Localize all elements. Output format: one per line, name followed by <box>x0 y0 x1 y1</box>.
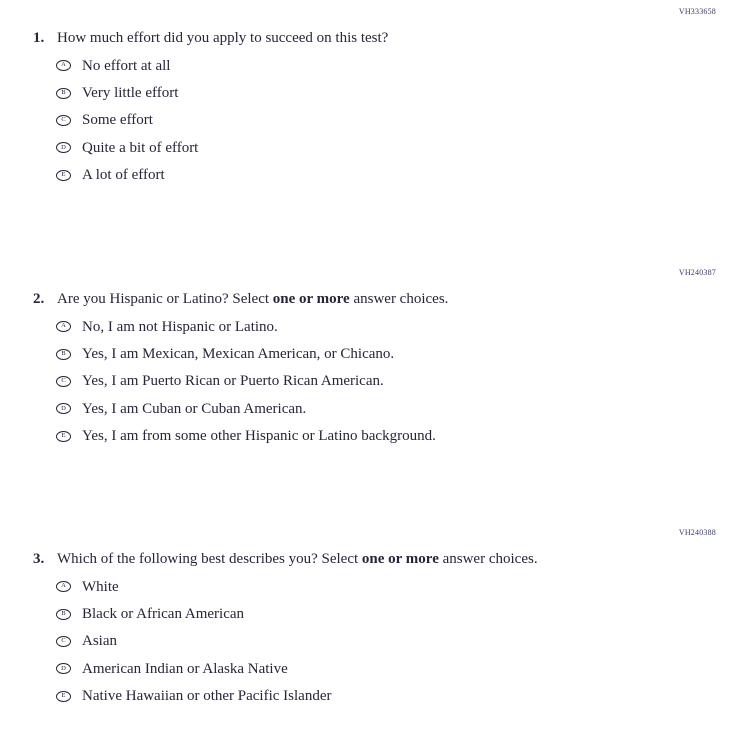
bubble-letter: C <box>61 377 66 385</box>
option-row <box>0 340 739 367</box>
option-label: Yes, I am Mexican, Mexican American, or Chicano. <box>82 346 395 363</box>
question-prompt <box>0 28 739 48</box>
option-label: Yes, I am Puerto Rican or Puerto Rican American. <box>82 373 384 390</box>
bubble-letter: A <box>61 61 66 69</box>
answer-bubble-a[interactable] <box>56 321 71 332</box>
question-text-prefix: How much effort did you apply to succeed on this test? <box>57 30 389 46</box>
question-block-2 <box>0 267 739 450</box>
question-text-bold: one or more <box>272 291 350 307</box>
options-list <box>0 313 739 450</box>
question-text <box>57 549 538 569</box>
question-number: 2. <box>33 291 45 307</box>
option-label: Black or African American <box>82 606 245 623</box>
bubble-letter: A <box>61 582 66 590</box>
option-label: No, I am not Hispanic or Latino. <box>82 318 278 335</box>
question-number: 3. <box>33 551 45 567</box>
answer-bubble-d[interactable] <box>56 663 71 674</box>
question-text-suffix: answer choices. <box>438 551 538 567</box>
bubble-letter: E <box>61 432 66 439</box>
option-row <box>0 600 739 627</box>
option-label: Some effort <box>82 112 153 129</box>
option-row <box>0 313 739 340</box>
option-row <box>0 162 739 189</box>
bubble-letter: D <box>61 404 66 412</box>
option-label: Yes, I am Cuban or Cuban American. <box>82 400 307 417</box>
options-list <box>0 52 739 189</box>
option-row <box>0 655 739 682</box>
accession-code: VH240388 <box>678 528 716 537</box>
bubble-letter: B <box>61 88 66 96</box>
bubble-letter: C <box>61 637 66 645</box>
answer-bubble-a[interactable] <box>56 60 71 71</box>
answer-bubble-c[interactable] <box>56 636 71 647</box>
answer-bubble-d[interactable] <box>56 142 71 153</box>
bubble-letter: B <box>61 349 66 357</box>
answer-bubble-c[interactable] <box>56 115 71 126</box>
option-row <box>0 683 739 710</box>
option-label: A lot of effort <box>82 167 165 184</box>
question-text <box>57 289 448 309</box>
option-row <box>0 395 739 422</box>
answer-bubble-b[interactable] <box>56 88 71 99</box>
bubble-letter: A <box>61 322 66 330</box>
accession-code: VH240387 <box>678 268 716 277</box>
option-row <box>0 52 739 79</box>
answer-bubble-b[interactable] <box>56 349 71 360</box>
bubble-letter: D <box>61 664 66 672</box>
question-number: 1. <box>33 30 45 46</box>
option-label: Asian <box>82 633 117 650</box>
bubble-letter: D <box>61 143 66 151</box>
option-label: Very little effort <box>82 85 179 102</box>
question-text-prefix: Which of the following best describes you? Select <box>57 551 362 567</box>
option-row <box>0 134 739 161</box>
option-label: Yes, I am from some other Hispanic or Latino background. <box>82 428 436 445</box>
question-block-3 <box>0 527 739 710</box>
option-label: Quite a bit of effort <box>82 139 199 156</box>
bubble-letter: E <box>61 692 66 699</box>
answer-bubble-a[interactable] <box>56 581 71 592</box>
question-text-suffix: answer choices. <box>349 291 449 307</box>
option-row <box>0 368 739 395</box>
answer-bubble-e[interactable] <box>56 170 71 181</box>
bubble-letter: C <box>61 116 66 124</box>
bubble-letter: E <box>61 171 66 178</box>
bubble-letter: B <box>61 609 66 617</box>
answer-bubble-e[interactable] <box>56 431 71 442</box>
option-row <box>0 423 739 450</box>
question-block-1 <box>0 6 739 189</box>
option-label: No effort at all <box>82 57 171 74</box>
question-text <box>57 28 388 48</box>
question-text-bold: one or more <box>361 551 439 567</box>
answer-bubble-d[interactable] <box>56 403 71 414</box>
answer-bubble-e[interactable] <box>56 691 71 702</box>
option-row <box>0 107 739 134</box>
question-prompt <box>0 549 739 569</box>
answer-bubble-b[interactable] <box>56 609 71 620</box>
option-label: American Indian or Alaska Native <box>82 660 288 677</box>
accession-code: VH333658 <box>678 7 716 16</box>
option-label: White <box>82 578 119 595</box>
option-row <box>0 628 739 655</box>
options-list <box>0 573 739 710</box>
question-prompt <box>0 289 739 309</box>
question-text-prefix: Are you Hispanic or Latino? Select <box>57 291 273 307</box>
option-row <box>0 573 739 600</box>
option-row <box>0 79 739 106</box>
answer-bubble-c[interactable] <box>56 376 71 387</box>
option-label: Native Hawaiian or other Pacific Islander <box>82 688 332 705</box>
